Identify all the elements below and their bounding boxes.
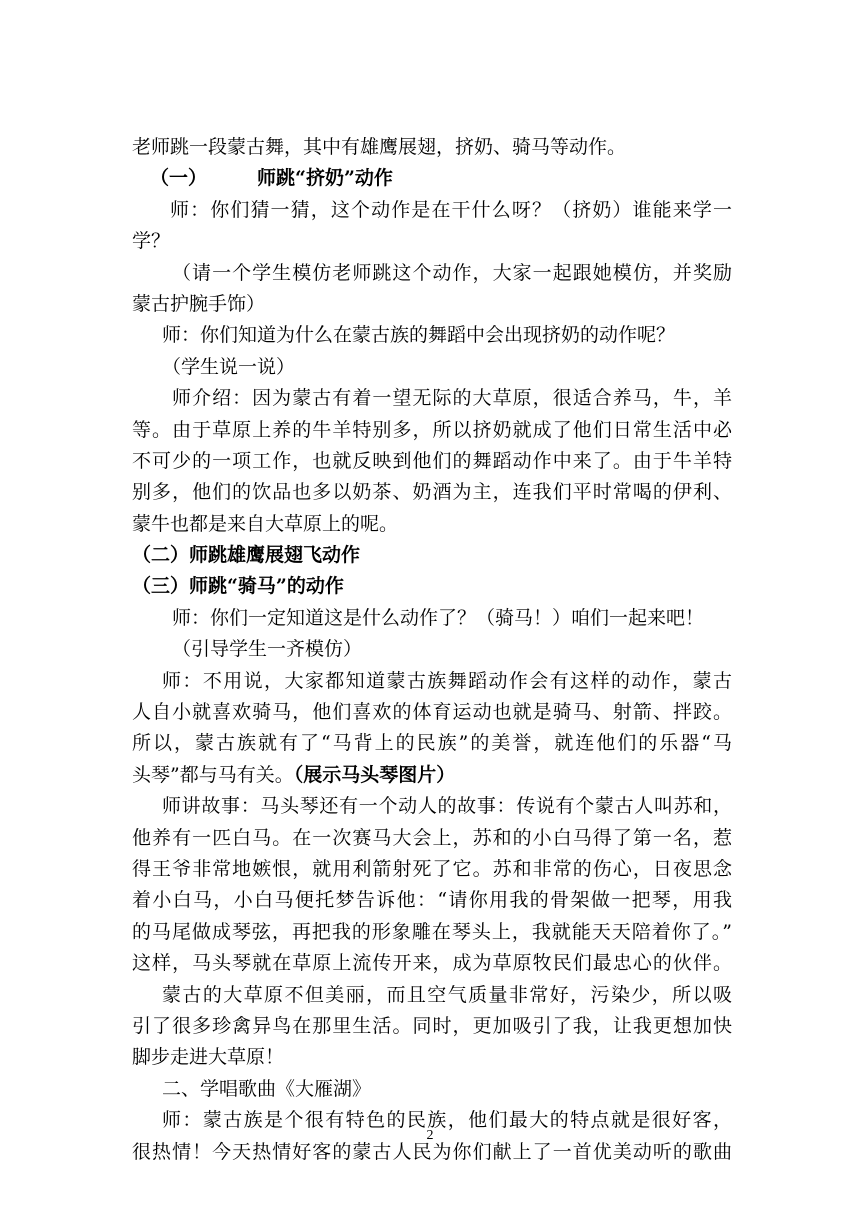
paragraph-line: 不可少的一项工作，也就反映到他们的舞蹈动作中来了。由于牛羊特 <box>132 449 732 472</box>
paragraph-line: 所以，蒙古族就有了“马背上的民族”的美誉，就连他们的乐器“马 <box>132 732 732 755</box>
section-heading-song: 二、学唱歌曲《大雁湖》 <box>162 1077 372 1100</box>
section-title: 师跳“挤奶”动作 <box>257 167 393 190</box>
paragraph-line: 得王爷非常地嫉恨，就用利箭射死了它。苏和非常的伤心，日夜思念 <box>132 857 732 880</box>
paragraph-text: 头琴”都与马有关。 <box>132 763 294 786</box>
paragraph-line: （请一个学生模仿老师跳这个动作，大家一起跟她模仿，并奖励 <box>172 261 732 284</box>
section-heading-horse-riding: （三）师跳“骑马”的动作 <box>132 575 344 598</box>
paragraph-line: 老师跳一段蒙古舞，其中有雄鹰展翅，挤奶、骑马等动作。 <box>132 136 627 158</box>
paragraph-line: 师：不用说，大家都知道蒙古族舞蹈动作会有这样的动作，蒙古 <box>162 669 732 692</box>
paragraph-line: 师：你们知道为什么在蒙古族的舞蹈中会出现挤奶的动作呢？ <box>162 324 676 347</box>
paragraph-line: 引了很多珍禽异鸟在那里生活。同时，更加吸引了我，让我更想加快 <box>132 1014 732 1037</box>
paragraph-line: 的马尾做成琴弦，再把我的形象雕在琴头上，我就能天天陪着你了。” <box>132 920 732 943</box>
paragraph-line: 师讲故事：马头琴还有一个动人的故事：传说有个蒙古人叫苏和， <box>162 795 732 818</box>
paragraph-line: 很热情！今天热情好客的蒙古人民为你们献上了一首优美动听的歌曲 <box>132 1140 732 1163</box>
paragraph-line: 学？ <box>132 230 171 253</box>
paragraph-line: 蒙牛也都是来自大草原上的呢。 <box>132 512 399 535</box>
paragraph-line: 脚步走进大草原！ <box>132 1046 285 1069</box>
paragraph-line: 人自小就喜欢骑马，他们喜欢的体育运动也就是骑马、射箭、拌跤。 <box>132 701 732 724</box>
section-number: （一） <box>150 167 208 190</box>
paragraph-line: 蒙古的大草原不但美丽，而且空气质量非常好，污染少，所以吸 <box>162 983 732 1006</box>
paragraph-line: 别多，他们的饮品也多以奶茶、奶酒为主，连我们平时常喝的伊利、 <box>132 481 732 504</box>
paragraph-line: （引导学生一齐模仿） <box>172 638 363 661</box>
paragraph-line: 蒙古护腕手饰） <box>132 292 266 315</box>
paragraph-line: 师介绍：因为蒙古有着一望无际的大草原，很适合养马，牛，羊 <box>172 387 732 410</box>
paragraph-line: 师：蒙古族是个很有特色的民族，他们最大的特点就是很好客， <box>162 1109 732 1132</box>
image-note: （展示马头琴图片） <box>293 763 456 786</box>
paragraph-line <box>132 760 732 791</box>
paragraph-line: 师：你们猜一猜，这个动作是在干什么呀？（挤奶）谁能来学一 <box>170 198 732 221</box>
section-heading-milking <box>132 163 732 194</box>
paragraph-line: 他养有一匹白马。在一次赛马大会上，苏和的小白马得了第一名，惹 <box>132 826 732 849</box>
page-number: 2 <box>426 1128 434 1143</box>
paragraph-line: （学生说一说） <box>162 355 296 378</box>
paragraph-line: 着小白马，小白马便托梦告诉他：“请你用我的骨架做一把琴，用我 <box>132 889 732 912</box>
document-body <box>132 132 732 1168</box>
paragraph-line: 等。由于草原上养的牛羊特别多，所以挤奶就成了他们日常生活中必 <box>132 418 732 441</box>
paragraph-line: 这样，马头琴就在草原上流传开来，成为草原牧民们最忠心的伙伴。 <box>132 952 732 975</box>
paragraph-line: 师：你们一定知道这是什么动作了？（骑马！）咱们一起来吧！ <box>172 606 705 629</box>
section-heading-eagle: （二）师跳雄鹰展翅飞动作 <box>132 544 361 567</box>
